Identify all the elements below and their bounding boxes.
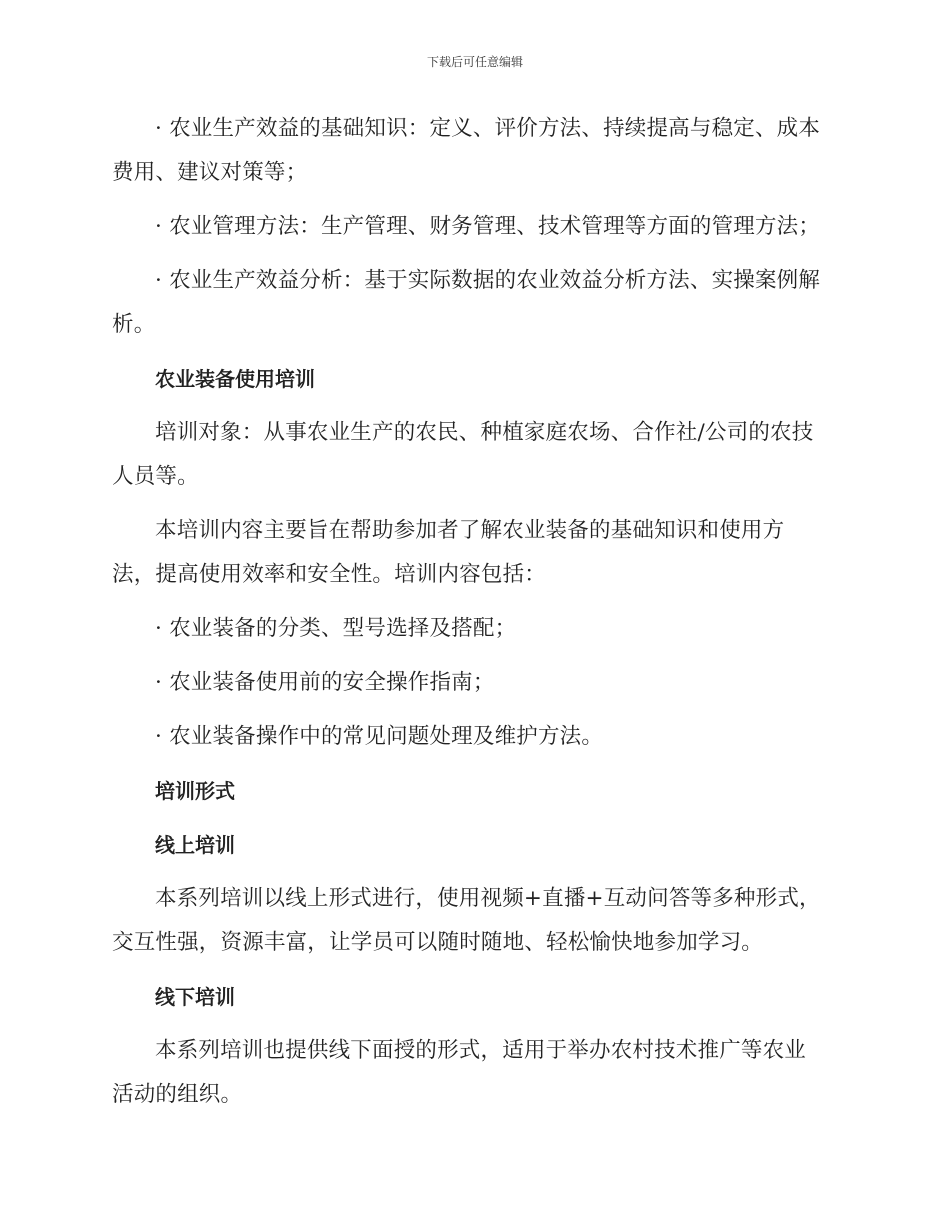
section-heading-equipment-training: 农业装备使用培训: [155, 367, 315, 391]
bullet-management-methods: · 农业管理方法：生产管理、财务管理、技术管理等方面的管理方法；: [155, 214, 821, 239]
document-body: [112, 107, 824, 1127]
bullet-safety-guide: · 农业装备使用前的安全操作指南；: [155, 670, 495, 695]
bullet-benefit-analysis: · 农业生产效益分析：基于实际数据的农业效益分析方法、实操案例解析。: [112, 268, 821, 337]
section-heading-online-training: 线上培训: [155, 833, 235, 857]
page-header: 下载后可任意编辑: [426, 55, 523, 69]
bullet-equipment-classification: · 农业装备的分类、型号选择及搭配；: [155, 616, 517, 641]
bullet-production-benefit-basics: · 农业生产效益的基础知识：定义、评价方法、持续提高与稳定、成本费用、建议对策等；: [112, 116, 821, 185]
paragraph-training-intro: 本培训内容主要旨在帮助参加者了解农业装备的基础知识和使用方法，提高使用效率和安全性。培训内容包括：: [112, 518, 785, 587]
paragraph-training-audience: 培训对象：从事农业生产的农民、种植家庭农场、合作社/公司的农技人员等。: [112, 420, 814, 489]
paragraph-offline-training: 本系列培训也提供线下面授的形式，适用于举办农村技术推广等农业活动的组织。: [112, 1038, 807, 1107]
paragraph-online-training: 本系列培训以线上形式进行，使用视频+直播+互动问答等多种形式，交互性强，资源丰富，让学员可以随时随地、轻松愉快地参加学习。: [112, 886, 821, 955]
section-heading-offline-training: 线下培训: [155, 985, 235, 1009]
bullet-maintenance: · 农业装备操作中的常见问题处理及维护方法。: [155, 724, 604, 749]
section-heading-training-format: 培训形式: [155, 779, 235, 803]
